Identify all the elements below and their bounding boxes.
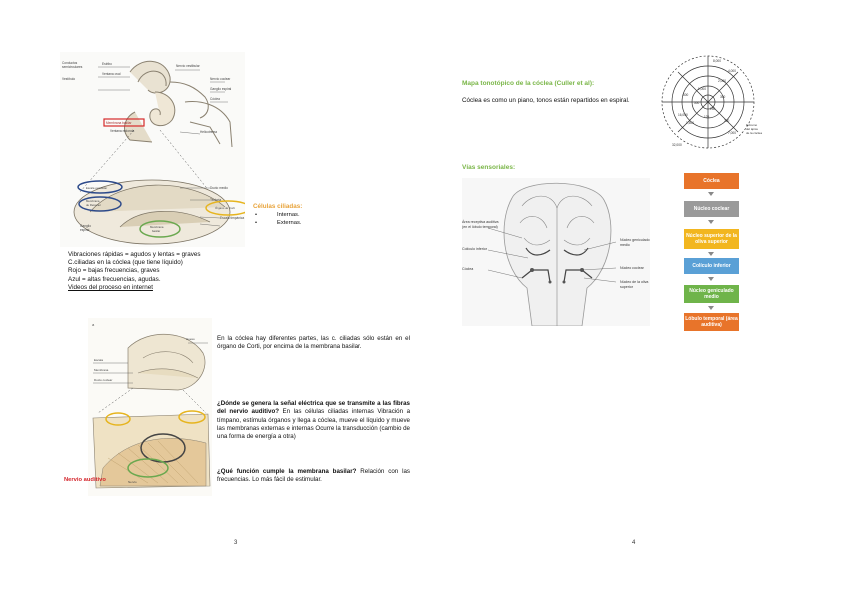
question-1-bold: ¿Dónde se genera la señal eléctrica que se transmite a las fibras del nervio auditivo?: [217, 400, 410, 416]
map-text: Cóclea es como un piano, tonos están repartidos en espiral.: [462, 97, 630, 104]
svg-text:Escala vestibular: Escala vestibular: [86, 186, 108, 190]
flow-arrow-icon: [708, 277, 714, 281]
note-line: Azul = altas frecuencias, agudas.: [68, 275, 161, 283]
question-1-answer: En las células ciliadas internas Vibración a tímpano, estímula órganos y llega a cóclea, mueve el líquido y mueve las membranas externas e internas Ocurre la transducción (cambio de una forma de energía a otra): [217, 408, 411, 441]
question-2-answer: Relación con las frecuencias. Lo más fácil de estimular.: [217, 468, 411, 484]
map-heading: Mapa tonotópico de la cóclea (Culler et al):: [462, 80, 595, 87]
svg-text:200: 200: [724, 119, 730, 123]
svg-text:basilar: basilar: [152, 229, 161, 233]
flow-step: Cóclea: [684, 173, 739, 189]
organ-of-corti-figure: [88, 318, 212, 496]
flow-step: Colículo inferior: [684, 258, 739, 274]
cilias-heading: Células ciliadas:: [253, 203, 303, 210]
svg-text:Nervio: Nervio: [128, 480, 137, 484]
question-1: [217, 400, 410, 441]
tonotopic-map: [658, 52, 768, 152]
flow-step: Núcleo coclear: [684, 201, 739, 217]
svg-text:Estribo: Estribo: [102, 62, 112, 66]
flow-arrow-icon: [708, 252, 714, 256]
brain-label: Área receptiva auditiva (en el lóbulo temporal): [462, 220, 499, 229]
brain-label: Núcleo de la oliva superior: [620, 280, 649, 289]
flow-arrow-icon: [708, 306, 714, 310]
freq-label: 1,000: [698, 87, 706, 91]
svg-text:Extremo: Extremo: [746, 123, 758, 127]
paragraph-organo-corti: En la cóclea hay diferentes partes, las c. ciliadas sólo están en el órgano de Corti, por encima de la membrana basilar.: [217, 335, 410, 351]
svg-text:Ducto medio: Ducto medio: [210, 186, 228, 190]
svg-text:del ápice: del ápice: [746, 127, 759, 131]
freq-label: 16,000: [678, 113, 688, 117]
svg-text:Cóclea: Cóclea: [210, 97, 220, 101]
note-line: C.ciliadas en la cóclea (que tiene líquido): [68, 259, 183, 267]
freq-label: 4,000: [728, 69, 736, 73]
svg-text:Órgano de Corti: Órgano de Corti: [215, 206, 235, 210]
flow-step: Núcleo superior de la oliva superior: [684, 229, 739, 249]
svg-text:Tectoria: Tectoria: [210, 198, 222, 202]
svg-text:Conductos: Conductos: [62, 61, 78, 65]
svg-text:Membrana: Membrana: [94, 368, 109, 372]
svg-text:semicirculares: semicirculares: [62, 65, 83, 69]
brain-label: Cóclea: [462, 267, 474, 271]
flow-arrow-icon: [708, 220, 714, 224]
page-number: 3: [234, 540, 238, 546]
freq-label: 8,000: [713, 59, 721, 63]
vias-heading: Vías sensoriales:: [462, 164, 516, 171]
note-link[interactable]: Videos del proceso en internet: [68, 283, 153, 291]
svg-text:Ganglio: Ganglio: [80, 224, 91, 228]
svg-text:Nervio coclear: Nervio coclear: [210, 77, 231, 81]
svg-text:Escala timpánica: Escala timpánica: [220, 216, 245, 220]
svg-text:Ventana redonda: Ventana redonda: [110, 129, 135, 133]
svg-text:Membrana: Membrana: [150, 225, 164, 229]
svg-text:espiral: espiral: [80, 228, 90, 232]
nervio-auditivo-label: Nervio auditivo: [64, 477, 106, 483]
note-line: Vibraciones rápidas = agudos y lentas = graves: [68, 251, 201, 258]
question-2: [217, 468, 410, 485]
cilias-item: • Externas.: [253, 220, 302, 228]
brain-label: Núcleo coclear: [620, 266, 644, 270]
svg-text:Membrana basilar: Membrana basilar: [106, 121, 132, 125]
auditory-pathway-brain: [462, 178, 650, 326]
freq-label: 2,000: [718, 79, 726, 83]
svg-text:Nervio vestibular: Nervio vestibular: [176, 64, 200, 68]
freq-label: 500: [694, 101, 700, 105]
cilias-list: [253, 212, 302, 227]
svg-text:Escala: Escala: [94, 358, 104, 362]
svg-text:Ducto coclear: Ducto coclear: [94, 378, 113, 382]
svg-text:300: 300: [720, 95, 726, 99]
svg-text:7,000: 7,000: [728, 131, 736, 135]
svg-text:1,500: 1,500: [686, 121, 694, 125]
page-number: 4: [632, 540, 636, 546]
ear-cochlea-labels: [60, 52, 245, 247]
brain-label: Núcleo geniculado medio: [620, 238, 650, 247]
svg-text:Vestíbulo: Vestíbulo: [62, 77, 76, 81]
cilias-item: • Internas.: [253, 212, 302, 220]
flow-step: Núcleo geniculado medio: [684, 285, 739, 303]
svg-text:Hueso: Hueso: [186, 337, 195, 341]
svg-text:a: a: [92, 322, 95, 327]
flow-step: Lóbulo temporal (área auditiva): [684, 313, 739, 331]
svg-text:Membrana: Membrana: [86, 199, 100, 203]
flow-arrow-icon: [708, 192, 714, 196]
svg-text:600: 600: [683, 93, 689, 97]
svg-text:Helicotrema: Helicotrema: [200, 130, 218, 134]
notes: [68, 251, 201, 292]
svg-text:Ganglio espiral: Ganglio espiral: [210, 87, 232, 91]
svg-text:de la cóclea: de la cóclea: [746, 131, 763, 135]
question-2-bold: ¿Qué función cumple la membrana basilar?: [217, 468, 357, 475]
svg-text:de Reissner: de Reissner: [86, 203, 101, 207]
freq-label: 32,000: [672, 143, 682, 147]
brain-label: Colículo inferior: [462, 247, 487, 251]
freq-label: 250: [710, 107, 716, 111]
note-line: Rojo = bajas frecuencias, graves: [68, 267, 160, 275]
freq-label: 125: [704, 115, 710, 119]
svg-text:Ventana oval: Ventana oval: [102, 72, 121, 76]
